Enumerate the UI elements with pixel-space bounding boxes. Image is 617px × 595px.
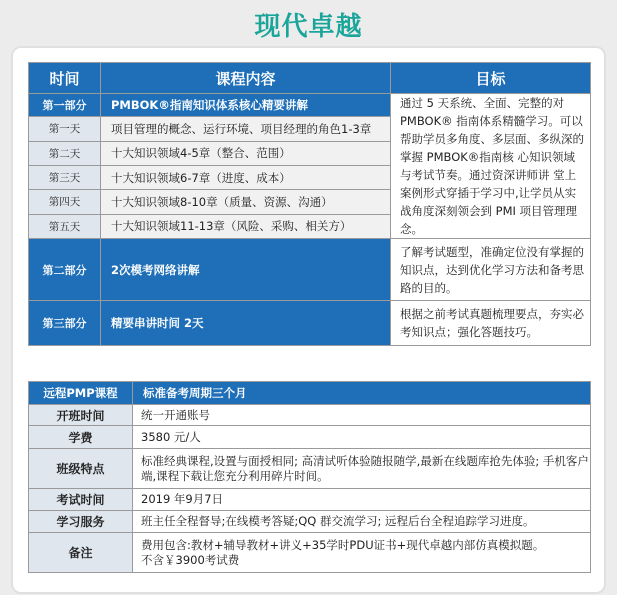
part2-content: 2次模考网络讲解: [101, 239, 391, 301]
day-content: 十大知识领域4-5章（整合、范围）: [101, 141, 391, 165]
info-value: 2019 年9月7日: [133, 489, 591, 511]
info-label: 学习服务: [29, 511, 133, 533]
part1-content: PMBOK®指南知识体系核心精要讲解: [101, 94, 391, 117]
info-label: 考试时间: [29, 489, 133, 511]
day-label: 第一天: [29, 117, 101, 141]
header-content: 课程内容: [101, 63, 391, 94]
day-content: 十大知识领域8-10章（质量、资源、沟通）: [101, 190, 391, 214]
day-label: 第三天: [29, 165, 101, 189]
part2-label: 第二部分: [29, 239, 101, 301]
part1-goal: 通过 5 天系统、全面、完整的对 PMBOK® 指南体系精髓学习。可以帮助学员多角度、多层面、多纵深的掌握 PMBOK®指南核 心知识领域与考试节奏。通过资深讲师讲 堂上案例形式穿插于学习中,让学员从实 战角度深刻领会到 PMI 项目管理理念。: [391, 94, 591, 239]
header-time: 时间: [29, 63, 101, 94]
info-label: 备注: [29, 533, 133, 573]
info-value-notes: [133, 533, 591, 573]
course-info-table: [28, 381, 591, 573]
page-title: 现代卓越: [254, 12, 363, 42]
info-value: 3580 元/人: [133, 426, 591, 449]
course-header-right: 标准备考周期三个月: [133, 382, 591, 405]
part1-label: 第一部分: [29, 94, 101, 117]
info-label: 学费: [29, 426, 133, 449]
header-goal: 目标: [391, 63, 591, 94]
info-value: 班主任全程督导;在线模考答疑;QQ 群交流学习; 远程后台全程追踪学习进度。: [133, 511, 591, 533]
info-value: 标准经典课程,设置与面授相同; 高清试听体验随报随学,最新在线题库抢先体验; 手机客户端,课程下载让您充分利用碎片时间。: [133, 449, 591, 489]
day-content: 十大知识领域6-7章（进度、成本）: [101, 165, 391, 189]
part2-goal: 了解考试题型，准确定位没有掌握的知识点，达到优化学习方法和备考思路的目的。: [391, 239, 591, 301]
day-label: 第五天: [29, 214, 101, 238]
part3-goal: 根据之前考试真题梳理要点，夯实必考知识点；强化答题技巧。: [391, 301, 591, 346]
day-content: 项目管理的概念、运行环境、项目经理的角色1-3章: [101, 117, 391, 141]
notes-line-2: 不含￥3900考试费: [141, 552, 240, 567]
part3-label: 第三部分: [29, 301, 101, 346]
schedule-table: [28, 62, 591, 346]
day-content: 十大知识领域11-13章（风险、采购、相关方）: [101, 214, 391, 238]
info-label: 开班时间: [29, 405, 133, 426]
part3-content: 精要串讲时间 2天: [101, 301, 391, 346]
info-value: 统一开通账号: [133, 405, 591, 426]
info-label: 班级特点: [29, 449, 133, 489]
notes-line-1: 费用包含:教材+辅导教材+讲义+35学时PDU证书+现代卓越内部仿真模拟题。: [141, 537, 545, 552]
day-label: 第四天: [29, 190, 101, 214]
course-header-left: 远程PMP课程: [29, 382, 133, 405]
day-label: 第二天: [29, 141, 101, 165]
